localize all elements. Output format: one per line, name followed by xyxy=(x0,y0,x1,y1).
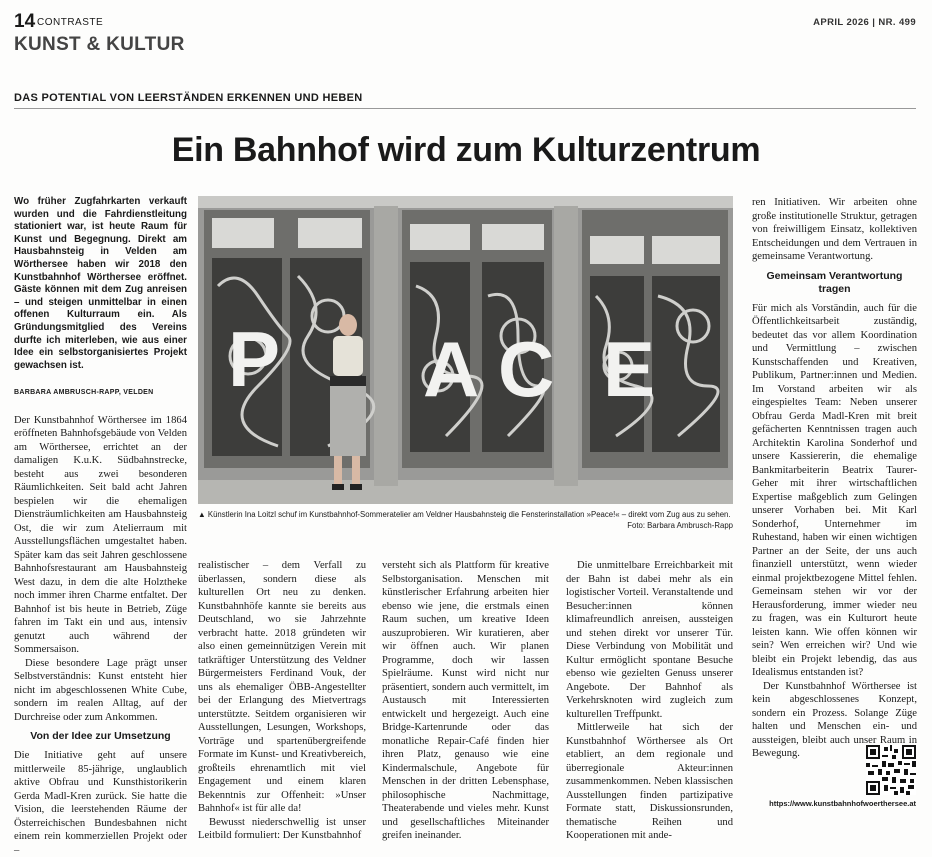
paragraph: Der Kunstbahnhof Wörthersee ist kein abgeschlossenes Konzept, sondern ein Prozess. Solange Züge halten und Menschen ein- und aussteigen, bleibt auch unser Raum in Bewegung. xyxy=(752,680,917,759)
paragraph: versteht sich als Plattform für kreative Selbstorganisation. Menschen mit künstlerischer Erfahrung arbeiten hier ebenso wie jene, die erstmals einen Raum suchen, um kreative Ideen auszuprobieren. Wir kuratieren, aber wir öffnen auch. Wir planen Programme, doch wir lassen Spielräume. Kunst wird nicht nur präsentiert, sondern auch vermittelt, im Austausch mit Interessierten entwickelt und hergezeigt. Auch eine Bridge-Kartenrunde oder das monatliche Repair-Café finden hier ihren Platz, genauso wie eine Kindermalschule, Angebote für Menschen in der dritten Lebensphase, philosophische Nachmittage, Theaterabende und vieles mehr. Kunst und gesellschaftliches Miteinander greifen ineinander. xyxy=(382,560,549,841)
svg-text:P: P xyxy=(228,315,281,403)
issue-info: APRIL 2026 | NR. 499 xyxy=(813,17,916,28)
column-1 xyxy=(14,196,187,857)
column-2 xyxy=(198,559,366,843)
column-5 xyxy=(752,196,917,761)
lead-paragraph: Wo früher Zugfahrkarten verkauft wurden und die Fahrdienstleitung stationiert war, ist heute Raum für Kunst und Begegnung. Direkt am Hausbahnsteig in Velden am Wörthersee haben wir 2018 den Kunstbahnhof Wörthersee eröffnet. Gäste können mit dem Zug anreisen – und steigen unmittelbar in einen offenen Kulturraum ein. Als Gründungsmitglied des Vereins durfte ich miterleben, wie aus einer Idee ein selbstorganisiertes Projekt gewachsen ist. xyxy=(14,196,187,371)
paragraph: realistischer – dem Verfall zu überlassen, sondern diese als kulturellen Ort neu zu denken. Kunstbahnhöfe kannte sie bereits aus Deutschland, wo sie Jahrzehnte verbracht hatte. 2018 gründeten wir also einen gemeinnützigen Verein mit tatkräftiger Unterstützung des Veldner Bürgermeisters Ferdinand Vouk, der uns als ehemaliger ÖBB-Angestellter bei der Erlangung des Mietvertrags unterstützte. Seitdem organisieren wir Ausstellungen, Lesungen, Workshops, Vorträge und spartenübergreifende Formate im Kunst- und Kreativbereich, großteils ehrenamtlich mit viel Engagement und einem klaren Bekenntnis zur Offenheit: »Unser Bahnhof« ist für alle da! xyxy=(198,560,366,814)
kicker: DAS POTENTIAL VON LEERSTÄNDEN ERKENNEN UND HEBEN xyxy=(14,92,363,104)
caption-text: ▲ Künstlerin Ina Loitzl schuf im Kunstbahnhof-Sommeratelier am Veldner Hausbahnsteig die Fensterinstallation »Peace!« – direkt vom Zug aus zu sehen. xyxy=(198,510,731,519)
photo-credit: Foto: Barbara Ambrusch-Rapp xyxy=(627,521,733,530)
page-number: 14 xyxy=(14,11,36,32)
paragraph: Mittlerweile hat sich der Kunstbahnhof Wörthersee als Ort etabliert, an dem regionale und überregionale Akteur:innen zusammenkommen. Neben klassischen Ausstellungen finden partizipative Formate statt, Diskussionsrunden, thematische Reihen und Kooperationen mit ande- xyxy=(566,722,733,841)
section-title: KUNST & KULTUR xyxy=(14,34,185,55)
photo-caption xyxy=(198,509,733,531)
qr-code-icon[interactable] xyxy=(866,745,916,795)
paragraph: Für mich als Vorständin, auch für die Öffentlichkeitsarbeit zuständig, bedeutet das vor allem Koordination und Vermittlung – zwischen Kunstschaffenden und Kreativen, Publikum, Partner:innen und Medien. Im Vorstand arbeiten wir als eingespieltes Team: Neben unserer Obfrau Gerda Madl-Kren mit breit gefächerten Kenntnissen tragen auch Architektin Karolina Sonderhof und unsere Kassiererin, die ehemalige Bankmitarbeiterin Beatrix Taurer-Geher mit ihrer wirtschaftlichen Expertise maßgeblich zum Gelingen unserer Vorhaben bei. Mit Karl Sonderhof, Unternehmer im Ruhestand, haben wir einen wichtigen Partner an der Seite, der uns auch finanziell unterstützt, wenn wieder einmal projektbezogene Mittel fehlen. Gemeinsam stehen wir vor der Herausforderung, immer wieder neu zu fragen, was ein Kulturort heute leisten kann. Wie offen können wir sein? Wen erreichen wir? Und wie bleibt ein Projekt lebendig, das aus Idealismus entstanden ist? xyxy=(752,302,917,678)
magazine-name: CONTRASTE xyxy=(37,17,104,28)
paragraph: Die Initiative geht auf unsere mittlerweile 85-jährige, unglaublich aktive Obfrau und Kunsthistorikerin Gerda Madl-Kren zurück. Sie hatte die Vision, die leerstehenden Räume der Österreichischen Bundesbahnen nicht einem rein kommerziellen Projekt oder – xyxy=(14,750,187,856)
station-window-illustration xyxy=(198,196,733,504)
svg-text:A: A xyxy=(423,325,480,413)
subheading: Von der Idee zur Umsetzung xyxy=(30,730,171,743)
article-photo xyxy=(198,196,733,504)
paragraph: Die unmittelbare Erreichbarkeit mit der Bahn ist dabei mehr als ein logistischer Vorteil. Veranstaltende und Besucher:innen können klimafreundlich anreisen, aussteigen und stehen direkt vor unserer Tür. Diese Verbindung von Mobilität und Kultur ermöglicht spontane Besuche ebenso wie gezielten Genuss unserer Angebote. Der Bahnhof als Verkehrsknoten wird zugleich zum kulturellen Treffpunkt. xyxy=(566,560,733,720)
svg-text:E: E xyxy=(603,325,656,413)
paragraph: Bewusst niederschwellig ist unser Leitbild formuliert: Der Kunstbahnhof xyxy=(198,816,366,841)
byline: BARBARA AMBRUSCH-RAPP, VELDEN xyxy=(14,389,154,397)
subheading: Gemeinsam Verantwortung tragen xyxy=(766,269,903,295)
paragraph: Diese besondere Lage prägt unser Selbstverständnis: Kunst entsteht hier nicht im abgeschlossenen White Cube, sondern im realen Alltag, auf der Durchreise oder zum Ankommen. xyxy=(14,657,187,723)
column-3 xyxy=(382,559,549,843)
svg-text:C: C xyxy=(498,325,555,413)
paragraph: Der Kunstbahnhof Wörthersee im 1864 eröffneten Bahnhofsgebäude von Velden am Wörthersee, errichtet an der damaligen K.u.K. Südbahnstrecke, besteht aus zwei besonderen Räumlichkeiten. Seit bald acht Jahren bespielen wir die ehemaligen Diensträumlichkeiten am Hausbahnsteig Ost, die wir zum Atelierraum mit Ausstellungsflächen umgestaltet haben. Später kam das seit Jahren geschlossene Bahnhofsrestaurant am Hausbahnsteig West dazu, in dem die alte Holztheke noch immer ihren Charme entfaltet. Der Bahnhof ist bis heute in Betrieb, Züge fahren im Takt ein und aus, intensiv genutzt auch während der Sommersaison. xyxy=(14,414,187,656)
headline: Ein Bahnhof wird zum Kulturzentrum xyxy=(171,131,761,169)
website-link[interactable]: https://www.kunstbahnhofwoerthersee.at xyxy=(769,799,916,808)
kicker-rule xyxy=(14,108,916,109)
paragraph: ren Initiativen. Wir arbeiten ohne große institutionelle Struktur, getragen von freiwilligem Einsatz, kollektiven Entscheidungen und dem Vertrauen in gemeinsame Verantwortung. xyxy=(752,197,917,262)
